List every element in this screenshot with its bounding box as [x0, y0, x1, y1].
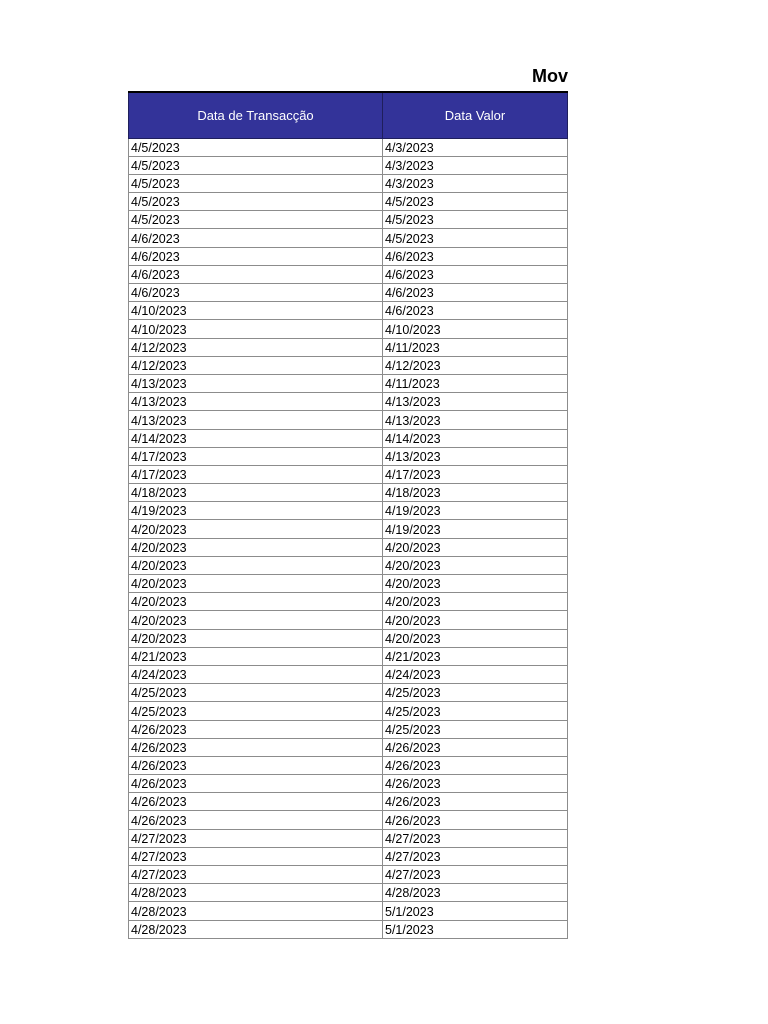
value-date-cell[interactable]: 4/26/2023 [383, 756, 568, 774]
table-row [129, 502, 568, 520]
table-row [129, 338, 568, 356]
value-date-cell[interactable]: 4/27/2023 [383, 829, 568, 847]
value-date-cell[interactable]: 4/14/2023 [383, 429, 568, 447]
column-header-transaction-date[interactable]: Data de Transacção [129, 92, 383, 138]
value-date-cell[interactable]: 4/25/2023 [383, 720, 568, 738]
table-row [129, 829, 568, 847]
table-row [129, 538, 568, 556]
value-date-cell[interactable]: 4/20/2023 [383, 611, 568, 629]
value-date-cell[interactable]: 4/13/2023 [383, 411, 568, 429]
table-row [129, 647, 568, 665]
table-row [129, 793, 568, 811]
table-row [129, 884, 568, 902]
transaction-date-cell[interactable]: 4/5/2023 [129, 211, 383, 229]
value-date-cell[interactable]: 4/3/2023 [383, 138, 568, 156]
transaction-date-cell[interactable]: 4/28/2023 [129, 920, 383, 938]
value-date-cell[interactable]: 4/27/2023 [383, 866, 568, 884]
table-row [129, 702, 568, 720]
table-row [129, 174, 568, 192]
transaction-date-cell[interactable]: 4/24/2023 [129, 665, 383, 683]
transaction-date-cell[interactable]: 4/21/2023 [129, 647, 383, 665]
table-row [129, 629, 568, 647]
table-row [129, 575, 568, 593]
transaction-date-cell[interactable]: 4/6/2023 [129, 284, 383, 302]
value-date-cell[interactable]: 4/13/2023 [383, 393, 568, 411]
transaction-date-cell[interactable]: 4/13/2023 [129, 393, 383, 411]
table-row [129, 393, 568, 411]
table-body [129, 138, 568, 938]
table-row [129, 429, 568, 447]
transaction-date-cell[interactable]: 4/28/2023 [129, 884, 383, 902]
transaction-date-cell[interactable]: 4/10/2023 [129, 302, 383, 320]
transaction-date-cell[interactable]: 4/26/2023 [129, 720, 383, 738]
value-date-cell[interactable]: 4/6/2023 [383, 247, 568, 265]
table-row [129, 556, 568, 574]
column-header-value-date[interactable]: Data Valor [383, 92, 568, 138]
value-date-cell[interactable]: 4/25/2023 [383, 684, 568, 702]
value-date-cell[interactable]: 4/3/2023 [383, 156, 568, 174]
table-row [129, 866, 568, 884]
value-date-cell[interactable]: 4/6/2023 [383, 284, 568, 302]
value-date-cell[interactable]: 4/20/2023 [383, 593, 568, 611]
table-row [129, 447, 568, 465]
transaction-date-cell[interactable]: 4/20/2023 [129, 611, 383, 629]
transaction-date-cell[interactable]: 4/19/2023 [129, 502, 383, 520]
value-date-cell[interactable]: 4/25/2023 [383, 702, 568, 720]
table-row [129, 902, 568, 920]
table-row [129, 611, 568, 629]
transaction-date-cell[interactable]: 4/12/2023 [129, 356, 383, 374]
transaction-date-cell[interactable]: 4/20/2023 [129, 629, 383, 647]
table-row [129, 684, 568, 702]
transaction-date-cell[interactable]: 4/28/2023 [129, 902, 383, 920]
table-row [129, 775, 568, 793]
transaction-date-cell[interactable]: 4/20/2023 [129, 520, 383, 538]
transaction-date-cell[interactable]: 4/13/2023 [129, 374, 383, 392]
value-date-cell[interactable]: 4/6/2023 [383, 265, 568, 283]
transaction-date-cell[interactable]: 4/6/2023 [129, 265, 383, 283]
value-date-cell[interactable]: 4/5/2023 [383, 193, 568, 211]
table-row [129, 593, 568, 611]
transaction-date-cell[interactable]: 4/17/2023 [129, 447, 383, 465]
value-date-cell[interactable]: 4/5/2023 [383, 229, 568, 247]
table-row [129, 247, 568, 265]
value-date-cell[interactable]: 4/26/2023 [383, 811, 568, 829]
table-row [129, 356, 568, 374]
value-date-cell[interactable]: 4/13/2023 [383, 447, 568, 465]
value-date-cell[interactable]: 5/1/2023 [383, 920, 568, 938]
transaction-date-cell[interactable]: 4/18/2023 [129, 484, 383, 502]
transaction-date-cell[interactable]: 4/20/2023 [129, 593, 383, 611]
value-date-cell[interactable]: 4/26/2023 [383, 793, 568, 811]
transactions-table [128, 91, 568, 939]
table-row [129, 320, 568, 338]
transaction-date-cell[interactable]: 4/14/2023 [129, 429, 383, 447]
value-date-cell[interactable]: 4/20/2023 [383, 556, 568, 574]
value-date-cell[interactable]: 4/19/2023 [383, 502, 568, 520]
transaction-date-cell[interactable]: 4/6/2023 [129, 247, 383, 265]
transaction-date-cell[interactable]: 4/26/2023 [129, 793, 383, 811]
table-row [129, 138, 568, 156]
table-row [129, 520, 568, 538]
value-date-cell[interactable]: 4/11/2023 [383, 338, 568, 356]
value-date-cell[interactable]: 4/26/2023 [383, 775, 568, 793]
value-date-cell[interactable]: 4/5/2023 [383, 211, 568, 229]
table-row [129, 265, 568, 283]
transaction-date-cell[interactable]: 4/13/2023 [129, 411, 383, 429]
table-row [129, 211, 568, 229]
value-date-cell[interactable]: 4/18/2023 [383, 484, 568, 502]
table-row [129, 193, 568, 211]
transaction-date-cell[interactable]: 4/5/2023 [129, 174, 383, 192]
value-date-cell[interactable]: 4/20/2023 [383, 629, 568, 647]
value-date-cell[interactable]: 4/3/2023 [383, 174, 568, 192]
value-date-cell[interactable]: 4/12/2023 [383, 356, 568, 374]
transaction-date-cell[interactable]: 4/10/2023 [129, 320, 383, 338]
header-row [129, 92, 568, 138]
value-date-cell[interactable]: 4/20/2023 [383, 575, 568, 593]
value-date-cell[interactable]: 4/26/2023 [383, 738, 568, 756]
value-date-cell[interactable]: 4/28/2023 [383, 884, 568, 902]
value-date-cell[interactable]: 4/24/2023 [383, 665, 568, 683]
transaction-date-cell[interactable]: 4/20/2023 [129, 538, 383, 556]
value-date-cell[interactable]: 4/6/2023 [383, 302, 568, 320]
transaction-date-cell[interactable]: 4/20/2023 [129, 556, 383, 574]
table-row [129, 284, 568, 302]
table-row [129, 302, 568, 320]
table-row [129, 156, 568, 174]
transaction-date-cell[interactable]: 4/26/2023 [129, 756, 383, 774]
table-row [129, 756, 568, 774]
table-row [129, 720, 568, 738]
transaction-date-cell[interactable]: 4/6/2023 [129, 229, 383, 247]
table-row [129, 465, 568, 483]
transaction-date-cell[interactable]: 4/27/2023 [129, 847, 383, 865]
transaction-date-cell[interactable]: 4/26/2023 [129, 811, 383, 829]
transaction-date-cell[interactable]: 4/5/2023 [129, 138, 383, 156]
table-row [129, 411, 568, 429]
transaction-date-cell[interactable]: 4/5/2023 [129, 156, 383, 174]
transaction-date-cell[interactable]: 4/20/2023 [129, 575, 383, 593]
table-row [129, 665, 568, 683]
transaction-date-cell[interactable]: 4/27/2023 [129, 866, 383, 884]
value-date-cell[interactable]: 4/20/2023 [383, 538, 568, 556]
transaction-date-cell[interactable]: 4/17/2023 [129, 465, 383, 483]
transaction-date-cell[interactable]: 4/12/2023 [129, 338, 383, 356]
table-row [129, 229, 568, 247]
transaction-date-cell[interactable]: 4/27/2023 [129, 829, 383, 847]
value-date-cell[interactable]: 4/17/2023 [383, 465, 568, 483]
transaction-date-cell[interactable]: 4/26/2023 [129, 738, 383, 756]
table-row [129, 738, 568, 756]
value-date-cell[interactable]: 4/10/2023 [383, 320, 568, 338]
value-date-cell[interactable]: 4/19/2023 [383, 520, 568, 538]
transaction-date-cell[interactable]: 4/26/2023 [129, 775, 383, 793]
transaction-date-cell[interactable]: 4/5/2023 [129, 193, 383, 211]
table-row [129, 847, 568, 865]
transaction-date-cell[interactable]: 4/25/2023 [129, 684, 383, 702]
table-row [129, 374, 568, 392]
value-date-cell[interactable]: 4/21/2023 [383, 647, 568, 665]
table-row [129, 484, 568, 502]
table-row [129, 811, 568, 829]
table-row [129, 920, 568, 938]
transaction-date-cell[interactable]: 4/25/2023 [129, 702, 383, 720]
sheet-title: Mov [532, 66, 568, 86]
value-date-cell[interactable]: 5/1/2023 [383, 902, 568, 920]
value-date-cell[interactable]: 4/11/2023 [383, 374, 568, 392]
value-date-cell[interactable]: 4/27/2023 [383, 847, 568, 865]
